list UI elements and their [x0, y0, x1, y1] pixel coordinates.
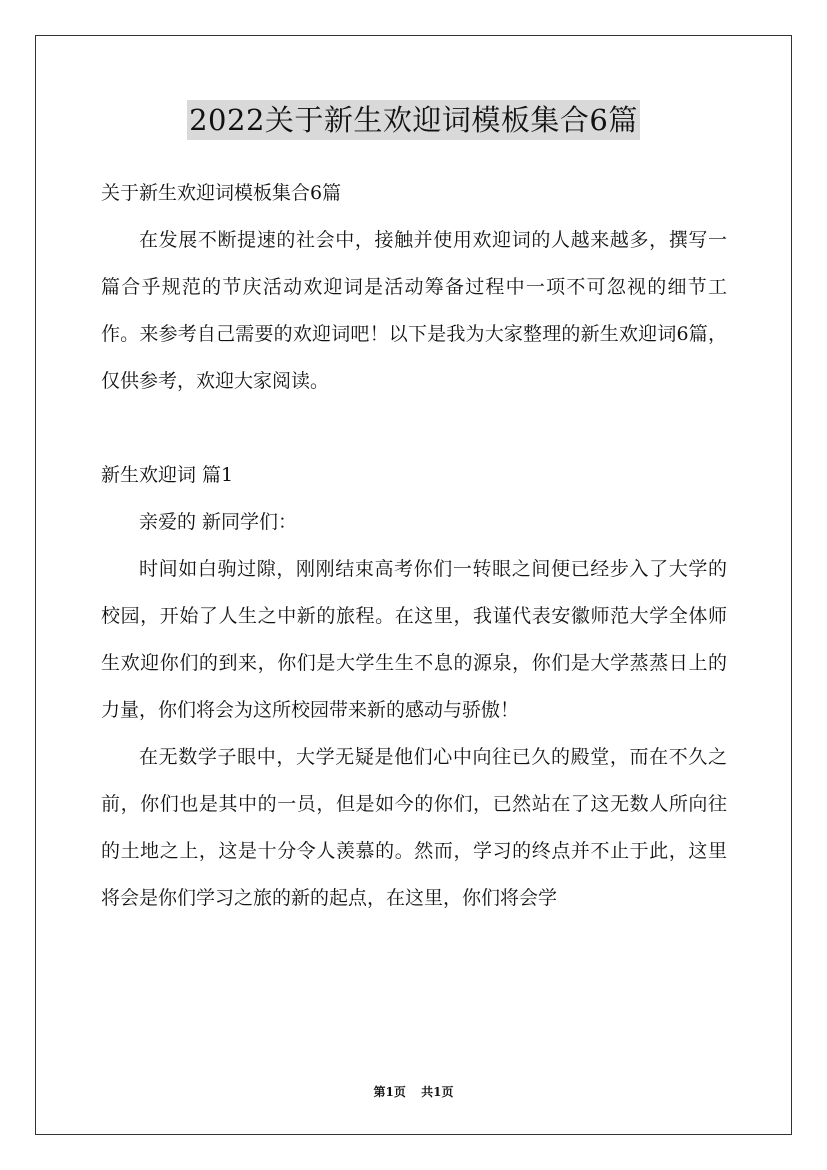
title-area — [0, 100, 827, 140]
body-paragraph: 在无数学子眼中，大学无疑是他们心中向往已久的殿堂，而在不久之前，你们也是其中的一员，但是如今的你们，已然站在了这无数人所向往的土地之上，这是十分令人羡慕的。然而，学习的终点并不止于此，这里将会是你们学习之旅的新的起点，在这里，你们将会学 — [101, 746, 727, 909]
document-title: 2022关于新生欢迎词模板集合6篇 — [187, 100, 640, 140]
intro-paragraph: 在发展不断提速的社会中，接触并使用欢迎词的人越来越多，撰写一篇合乎规范的节庆活动欢迎词是活动筹备过程中一项不可忽视的细节工作。来参考自己需要的欢迎词吧！以下是我为大家整理的新生欢迎词6篇，仅供参考，欢迎大家阅读。 — [101, 229, 727, 392]
document-subtitle: 关于新生欢迎词模板集合6篇 — [101, 182, 342, 204]
section-heading: 新生欢迎词 篇1 — [101, 464, 234, 486]
body-paragraph: 时间如白驹过隙，刚刚结束高考你们一转眼之间便已经步入了大学的校园，开始了人生之中新的旅程。在这里，我谨代表安徽师范大学全体师生欢迎你们的到来，你们是大学生生不息的源泉，你们是大学蒸蒸日上的力量，你们将会为这所校园带来新的感动与骄傲！ — [101, 558, 727, 721]
page-total: 共1页 — [421, 1085, 454, 1099]
document-body — [101, 170, 727, 922]
page-number: 第1页 — [373, 1085, 406, 1099]
spacer — [101, 405, 727, 452]
footer-gap — [410, 1085, 418, 1099]
page-footer — [0, 1083, 827, 1100]
greeting-line: 亲爱的 新同学们： — [139, 511, 298, 533]
